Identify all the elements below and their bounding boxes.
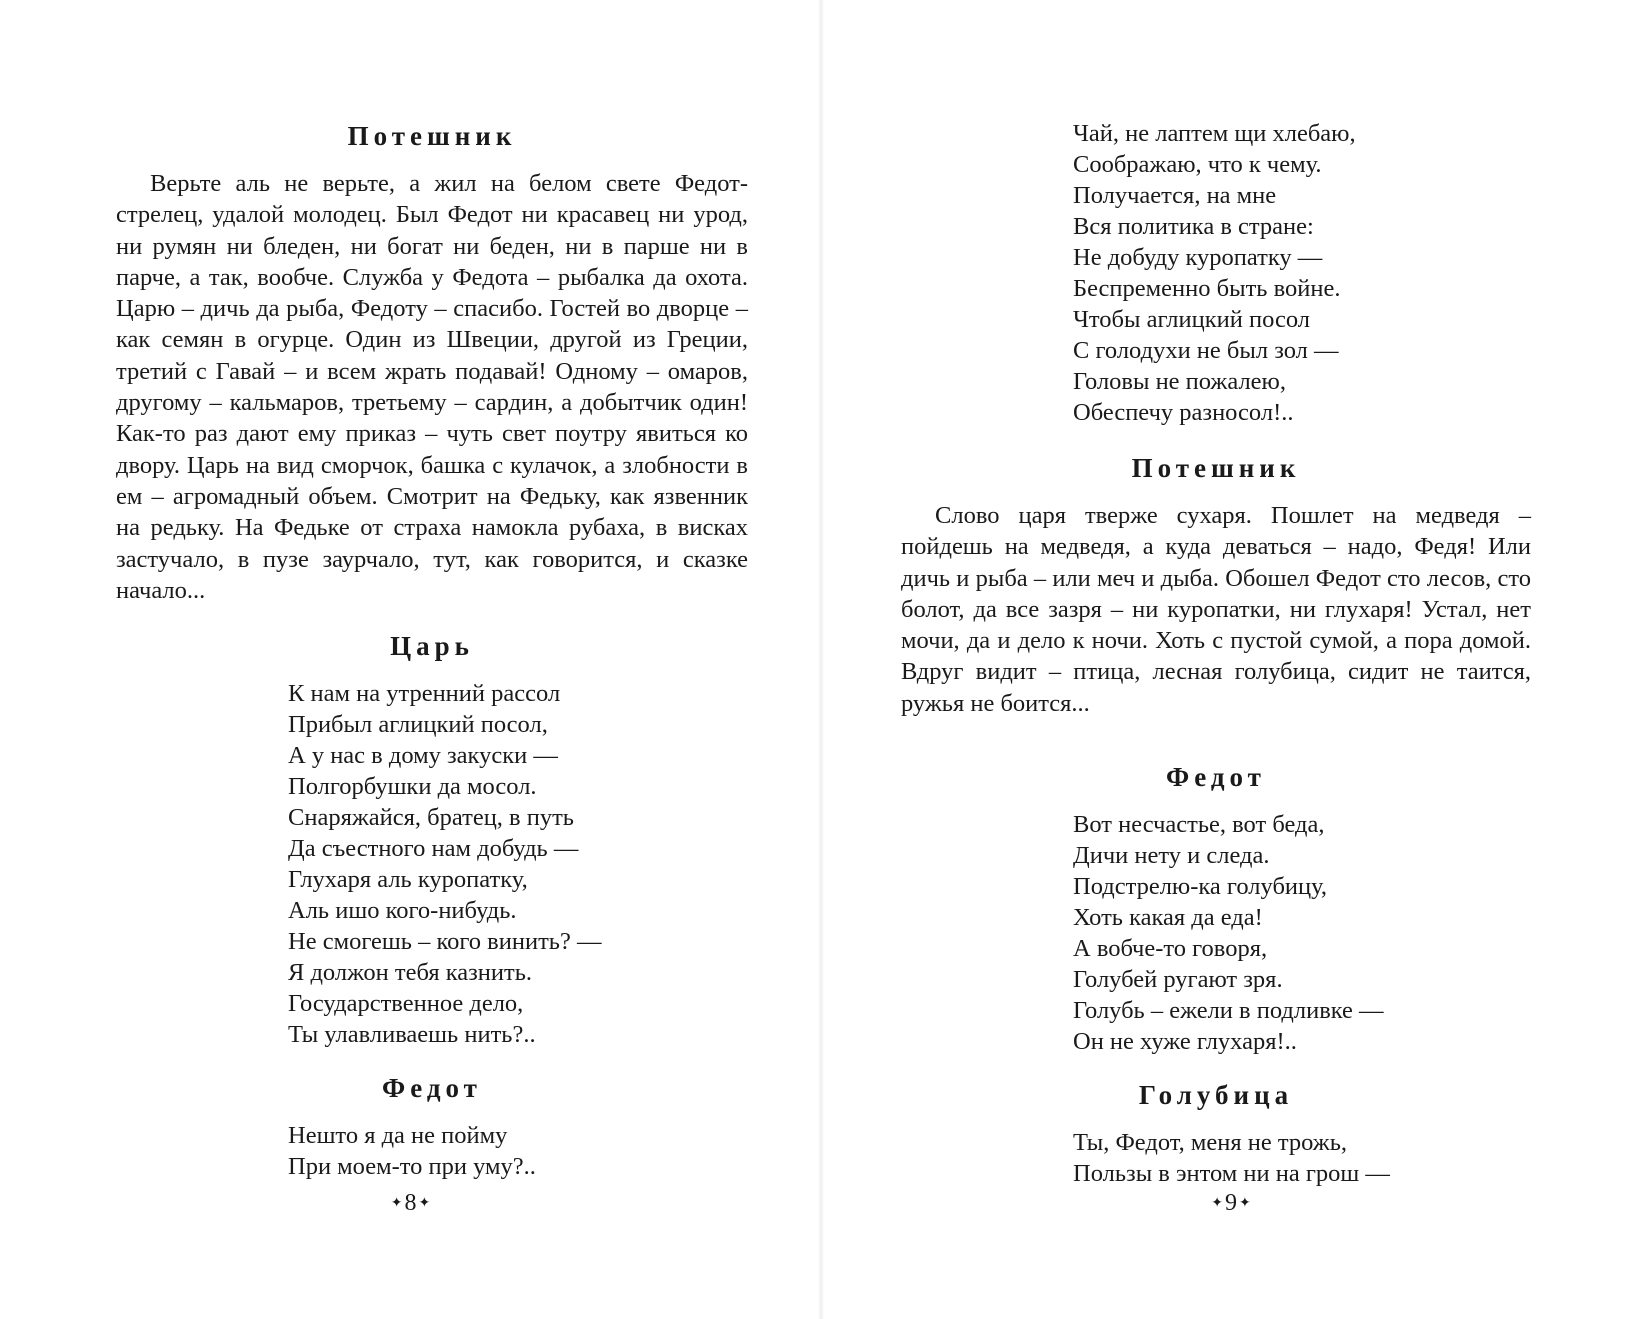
ornament-icon: ✦ [390, 1196, 403, 1211]
verse-line: Получается, на мне [1073, 182, 1277, 209]
ornament-icon: ✦ [1239, 1196, 1251, 1211]
page-number-value: 9 [1225, 1190, 1237, 1216]
speaker-heading: Федот [382, 1073, 482, 1104]
verse-line: Не смогешь – кого винить? — [288, 928, 602, 956]
verse-line: Ты улавливаешь нить?.. [288, 1021, 536, 1049]
speaker-heading: Потешник [1131, 453, 1301, 483]
prose-paragraph: Слово царя тверже сухаря. Пошлет на медведя – пойдешь на медведя, а куда деваться – надо, Федя! Или дичь и рыба – или меч и дыба. Обошел Федот сто лесов, сто болот, да все зазря – ни куропатки, ни глухаря! Устал, нет мочи, да и дело к ночи. Хоть с пустой сумой, а пора домой. Вдруг видит – птица, лесная голубица, сидит не таится, ружья не боится... [901, 502, 1531, 717]
verse-line: С голодухи не был зол — [1073, 337, 1339, 364]
verse-line: Обеспечу разносол!.. [1073, 399, 1294, 426]
verse-line: Аль ишо кого-нибудь. [288, 897, 517, 925]
verse-stanza [116, 1120, 748, 1182]
verse-line: Государственное дело, [288, 990, 524, 1018]
verse-line: Да съестного нам добудь — [288, 835, 579, 863]
verse-line: А у нас в дому закуски — [288, 742, 558, 770]
right-text-column [901, 118, 1531, 1189]
verse-line: Дичи нету и следа. [1073, 842, 1270, 870]
verse-line: Полгорбушки да мосол. [288, 773, 537, 801]
ornament-icon: ✦ [418, 1196, 431, 1211]
verse-line: Вся политика в стране: [1073, 213, 1314, 240]
verse-line: Пользы в энтом ни на грош — [1073, 1160, 1390, 1188]
verse-line: А вобче-то говоря, [1073, 935, 1268, 963]
verse-line: При моем-то при уму?.. [288, 1153, 536, 1181]
right-page [821, 0, 1641, 1319]
verse-stanza [901, 118, 1531, 428]
verse-line: Я должон тебя казнить. [288, 959, 533, 987]
verse-line: Он не хуже глухаря!.. [1073, 1028, 1297, 1056]
verse-stanza [116, 678, 748, 1050]
verse-line: Голубь – ежели в подливке — [1073, 997, 1384, 1025]
prose-paragraph: Верьте аль не верьте, а жил на белом свете Федот-стрелец, удалой молодец. Был Федот ни красавец ни урод, ни румян ни бледен, ни богат ни беден, ни в парше ни в парче, а так, вообче. Служба у Федота – рыбалка да охота. Царю – дичь да рыба, Федоту – спасибо. Гостей во дворце – как семян в огурце. Один из Швеции, другой из Греции, третий с Гавай – и всем жрать подавай! Одному – омаров, другому – кальмаров, третьему – сардин, а добытчик один! Как-то раз дают ему приказ – чуть свет поутру явиться ко двору. Царь на вид сморчок, башка с кулачок, а злобности в ем – агромадный объем. Смотрит на Федьку, как язвенник на редьку. На Федьке от страха намокла рубаха, в висках застучало, в пузе заурчало, тут, как говорится, и сказке начало... [116, 170, 748, 604]
verse-line: Головы не пожалею, [1073, 368, 1286, 395]
verse-line: Хоть какая да еда! [1073, 904, 1263, 932]
speaker-heading: Царь [390, 631, 474, 662]
verse-line: Вот несчастье, вот беда, [1073, 811, 1325, 839]
verse-line: Чай, не лаптем щи хлебаю, [1073, 120, 1356, 147]
verse-line: Ты, Федот, меня не трожь, [1073, 1129, 1347, 1157]
verse-line: К нам на утренний рассол [288, 680, 561, 708]
ornament-icon: ✦ [1211, 1196, 1223, 1211]
verse-line: Прибыл аглицкий посол, [288, 711, 548, 739]
speaker-heading: Голубица [1138, 1080, 1294, 1111]
page-number [0, 1188, 821, 1219]
verse-line: Голубей ругают зря. [1073, 966, 1283, 994]
verse-line: Соображаю, что к чему. [1073, 151, 1322, 178]
verse-line: Нешто я да не пойму [288, 1122, 508, 1150]
verse-line: Глухаря аль куропатку, [288, 866, 528, 894]
verse-stanza [901, 1127, 1531, 1189]
verse-line: Чтобы аглицкий посол [1073, 306, 1310, 333]
speaker-heading: Федот [1166, 762, 1266, 793]
verse-line: Подстрелю-ка голубицу, [1073, 873, 1328, 901]
page-number-value: 8 [404, 1190, 417, 1216]
verse-stanza [901, 809, 1531, 1057]
left-text-column [116, 118, 748, 1182]
page-number [821, 1188, 1641, 1219]
verse-line: Не добуду куропатку — [1073, 244, 1323, 271]
verse-line: Беспременно быть войне. [1073, 275, 1341, 302]
verse-line: Снаряжайся, братец, в путь [288, 804, 574, 832]
speaker-heading: Потешник [347, 121, 517, 151]
